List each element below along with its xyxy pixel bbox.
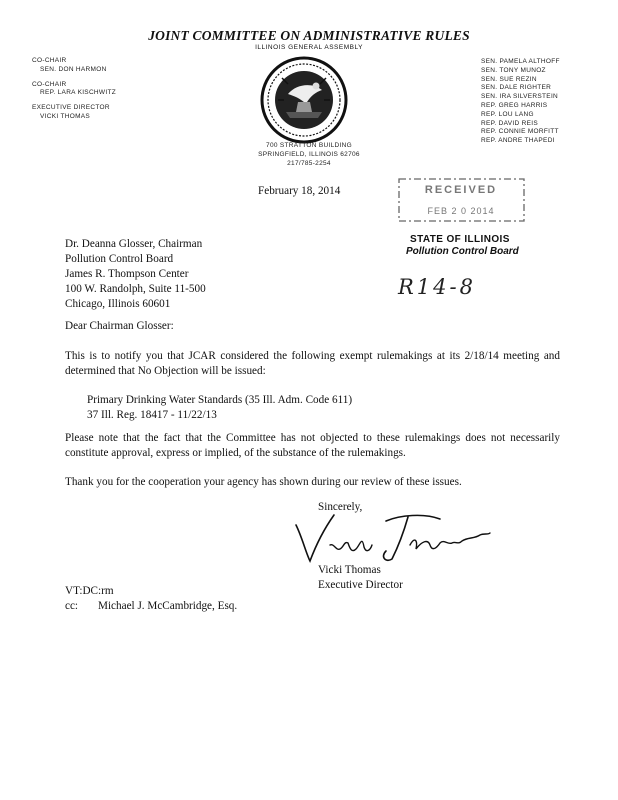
closing: Sincerely, — [318, 501, 363, 513]
address-line: 700 STRATTON BUILDING — [266, 142, 352, 149]
recipient-line: Chicago, Illinois 60601 — [65, 298, 171, 310]
address-line: 217/785-2254 — [287, 159, 331, 167]
officer-role: CO-CHAIR — [32, 80, 67, 88]
cc-label: cc: — [65, 600, 79, 612]
signature — [290, 505, 495, 567]
state-seal-icon — [258, 54, 350, 146]
member-name: REP. LOU LANG — [481, 110, 534, 118]
paragraph-thanks: Thank you for the cooperation your agency has shown during our review of these issues. — [65, 476, 462, 488]
recipient-line: James R. Thompson Center — [65, 268, 189, 280]
paragraph-note: Please note that the fact that the Committee has not objected to these rulemakings does not necessarily constitute approval, express or implied, of the substance of the rulemakings. — [65, 432, 560, 459]
rulemaking-reference: 37 Ill. Reg. 18417 - 11/22/13 — [87, 409, 217, 421]
officer-name: REP. LARA KISCHWITZ — [40, 89, 117, 97]
officer-role: CO-CHAIR — [32, 57, 67, 64]
signer-name: Vicki Thomas — [318, 564, 381, 576]
initials: VT:DC:rm — [65, 585, 114, 597]
officer-role: EXECUTIVE DIRECTOR — [32, 104, 110, 112]
rulemaking-block — [87, 393, 352, 423]
recipient-line: 100 W. Randolph, Suite 11-500 — [65, 283, 206, 295]
member-name: REP. ANDRE THAPEDI — [481, 137, 555, 145]
address-line: SPRINGFIELD, ILLINOIS 62706 — [258, 150, 360, 158]
letterhead-subtitle: ILLINOIS GENERAL ASSEMBLY — [255, 44, 363, 51]
stamp-state: STATE OF ILLINOIS — [410, 234, 510, 245]
cc-name: Michael J. McCambridge, Esq. — [98, 600, 238, 612]
paragraph-notice: This is to notify you that JCAR considered the following exempt rulemakings at its 2/18/14 meeting and determined that No Objection will be issued: — [65, 350, 560, 377]
letterhead-title: JOINT COMMITTEE ON ADMINISTRATIVE RULES — [148, 28, 470, 43]
member-name: SEN. IRA SILVERSTEIN — [481, 93, 559, 101]
signer-block — [318, 563, 403, 593]
member-name: SEN. PAMELA ALTHOFF — [481, 58, 560, 65]
officer-name: SEN. DON HARMON — [40, 65, 107, 73]
right-members — [481, 58, 560, 146]
recipient-line: Pollution Control Board — [65, 253, 174, 265]
member-name: SEN. TONY MUNOZ — [481, 66, 546, 74]
stamp-board: Pollution Control Board — [406, 246, 519, 257]
rulemaking-name: Primary Drinking Water Standards (35 Ill. Adm. Code 611) — [87, 394, 353, 406]
recipient-block — [65, 237, 206, 312]
letter-date: February 18, 2014 — [258, 185, 341, 197]
left-officers — [32, 57, 116, 122]
stamp-date: FEB 2 0 2014 — [427, 206, 495, 216]
handwritten-docket-number: R14-8 — [398, 275, 476, 299]
member-name: REP. DAVID REIS — [481, 119, 538, 127]
member-name: REP. GREG HARRIS — [481, 101, 548, 109]
signer-title: Executive Director — [318, 579, 403, 591]
salutation: Dear Chairman Glosser: — [65, 320, 174, 332]
member-name: SEN. DALE RIGHTER — [481, 84, 552, 92]
officer-name: VICKI THOMAS — [40, 112, 91, 120]
stamp-received: RECEIVED — [424, 184, 498, 196]
recipient-line: Dr. Deanna Glosser, Chairman — [65, 238, 203, 250]
letterhead-address — [0, 142, 618, 168]
member-name: SEN. SUE REZIN — [481, 75, 537, 83]
received-stamp — [397, 177, 527, 225]
member-name: REP. CONNIE MORFITT — [481, 128, 559, 136]
